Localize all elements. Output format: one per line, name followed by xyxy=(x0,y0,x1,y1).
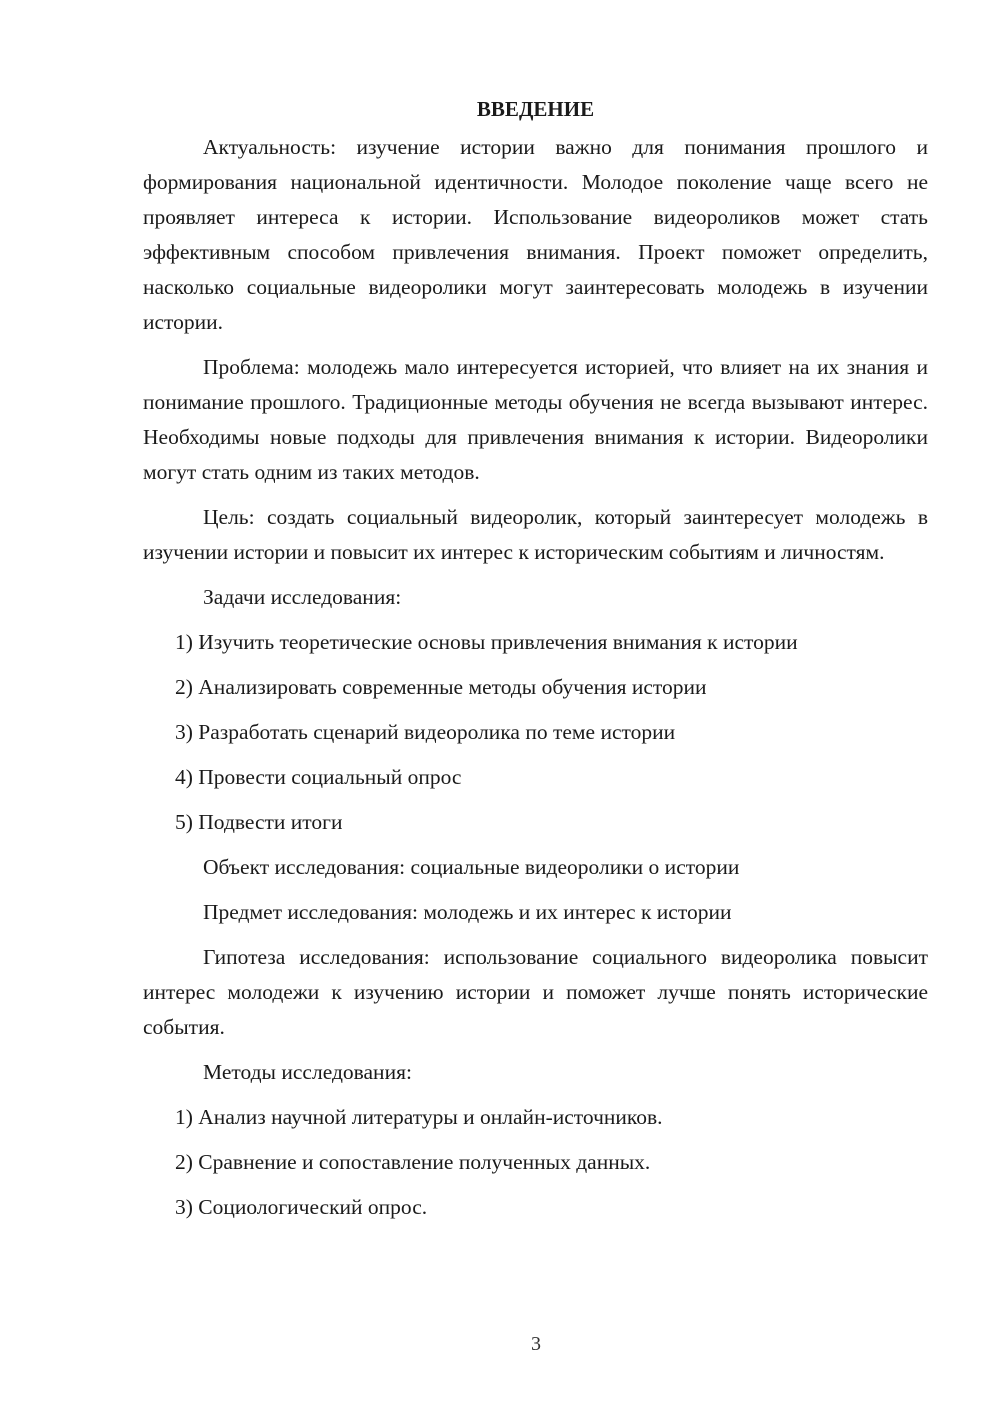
task-item: 3) Разработать сценарий видеоролика по теме истории xyxy=(175,720,676,744)
problem-paragraph: Проблема: молодежь мало интересуется историей, что влияет на их знания и понимание прошлого. Традиционные методы обучения не всегда вызывают интерес. Необходимы новые подходы для привлечения внимания к истории. Видеоролики могут стать одним из таких методов. xyxy=(143,355,928,484)
task-item: 4) Провести социальный опрос xyxy=(175,765,462,789)
object-line: Объект исследования: социальные видеоролики о истории xyxy=(203,855,740,879)
task-item: 2) Анализировать современные методы обучения истории xyxy=(175,675,707,699)
subject-line: Предмет исследования: молодежь и их интерес к истории xyxy=(203,900,732,924)
task-item: 1) Изучить теоретические основы привлечения внимания к истории xyxy=(175,630,798,654)
task-item: 5) Подвести итоги xyxy=(175,810,343,834)
tasks-label: Задачи исследования: xyxy=(203,585,402,609)
section-heading: ВВЕДЕНИЕ xyxy=(476,97,595,121)
goal-paragraph: Цель: создать социальный видеоролик, который заинтересует молодежь в изучении истории и повысит их интерес к историческим событиям и личностям. xyxy=(143,505,928,564)
methods-label: Методы исследования: xyxy=(203,1060,412,1084)
document-page xyxy=(143,92,928,1235)
method-item: 2) Сравнение и сопоставление полученных данных. xyxy=(175,1150,651,1174)
hypothesis-paragraph: Гипотеза исследования: использование социального видеоролика повысит интерес молодежи к изучению истории и поможет лучше понять исторические события. xyxy=(143,945,928,1039)
method-item: 1) Анализ научной литературы и онлайн-источников. xyxy=(175,1105,663,1129)
page-number: 3 xyxy=(531,1333,541,1355)
relevance-paragraph: Актуальность: изучение истории важно для понимания прошлого и формирования национальной идентичности. Молодое поколение чаще всего не проявляет интереса к истории. Использование видеороликов может стать эффективным способом привлечения внимания. Проект поможет определить, насколько социальные видеоролики могут заинтересовать молодежь в изучении истории. xyxy=(143,135,928,334)
method-item: 3) Социологический опрос. xyxy=(175,1195,428,1219)
